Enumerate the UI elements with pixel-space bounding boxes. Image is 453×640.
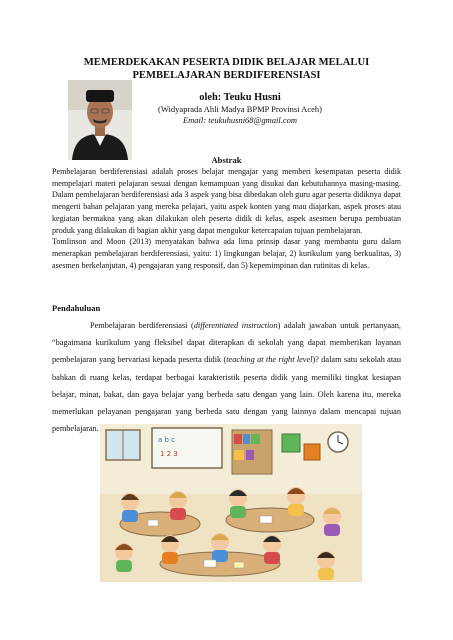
title-line-1: MEMERDEKAKAN PESERTA DIDIK BELAJAR MELALUI (83, 57, 370, 68)
author-block (140, 91, 340, 126)
section-heading-intro: Pendahuluan (52, 303, 101, 313)
author-email: Email: teukuhusni68@gmail.com (182, 115, 298, 125)
abstract-paragraph-1: Pembelajaran berdiferensiasi adalah proses belajar mengajar yang memberi kesempatan peserta didik mempelajari materi pelajaran sesuai dengan kemampuan yang disukai dan kebutuhannya masing-masing. Dalam pembelajaran berdiferensiasi ada 3 aspek yang bisa dibedakan oleh guru agar peserta didiknya dapat mengerti bahan pelajaran yang mereka pelajari, yaitu aspek konten yang mau diajarkan, aspek proses atau kegiatan bermakna yang akan dilakukan oleh peserta didik di kelas, aspek asesmen berupa pembuatan produk yang dilakukan di bagian akhir yang dapat mengukur ketercapaian tujuan pembelajaran. (52, 167, 401, 235)
author-name: oleh: Teuku Husni (199, 92, 281, 103)
abstract-heading: Abstrak (211, 155, 242, 165)
intro-paragraph (52, 317, 401, 437)
title-line-2: PEMBELAJARAN BERDIFERENSIASI (132, 70, 321, 81)
svg-text:a b c: a b c (158, 436, 176, 444)
page-title (40, 56, 413, 82)
intro-term-1: differentiated instruction (193, 321, 278, 330)
abstract-body (52, 166, 401, 271)
author-portrait (68, 80, 132, 160)
intro-text-2: ) adalah jawaban untuk pertanyaan, “bagaimana kurikulum yang fleksibel dapat diterapkan di sekolah yang dapat memberikan layanan pembelajaran yang bervariasi kepada peserta didik ( (52, 321, 401, 365)
intro-term-2: teaching at the right level (226, 355, 313, 365)
intro-text-3: )? dalam satu sekolah atau bahkan di ruang kelas, terdapat berbagai karakteristik peserta didik yang memiliki tingkat kesiapan belajar, minat, bakat, dan gaya belajar yang berbeda satu dengan yang lain. Oleh karena itu, mereka memerlukan pelayanan pengajaran yang berbeda satu dengan yang lainnya dalam mencapai tujuan pembelajaran. (52, 355, 402, 434)
abstract-paragraph-2: Tomlinson and Moon (2013) menyatakan bahwa ada lima prinsip dasar yang membantu guru dalam menerapkan pembelajaran berdiferensiasi, yaitu: 1) lingkungan belajar, 2) kurikulum yang berkualitas, 3) asesmen berkelanjutan, 4) pengajaran yang responsif, dan 5) kepemimpinan dan rutinitas di kelas. (52, 237, 401, 270)
svg-text:1 2 3: 1 2 3 (160, 450, 178, 458)
author-role: (Widyaprada Ahli Madya BPMP Provinsi Aceh) (158, 104, 322, 114)
intro-text-1: Pembelajaran berdiferensiasi ( (90, 321, 194, 330)
classroom-illustration (100, 424, 362, 582)
